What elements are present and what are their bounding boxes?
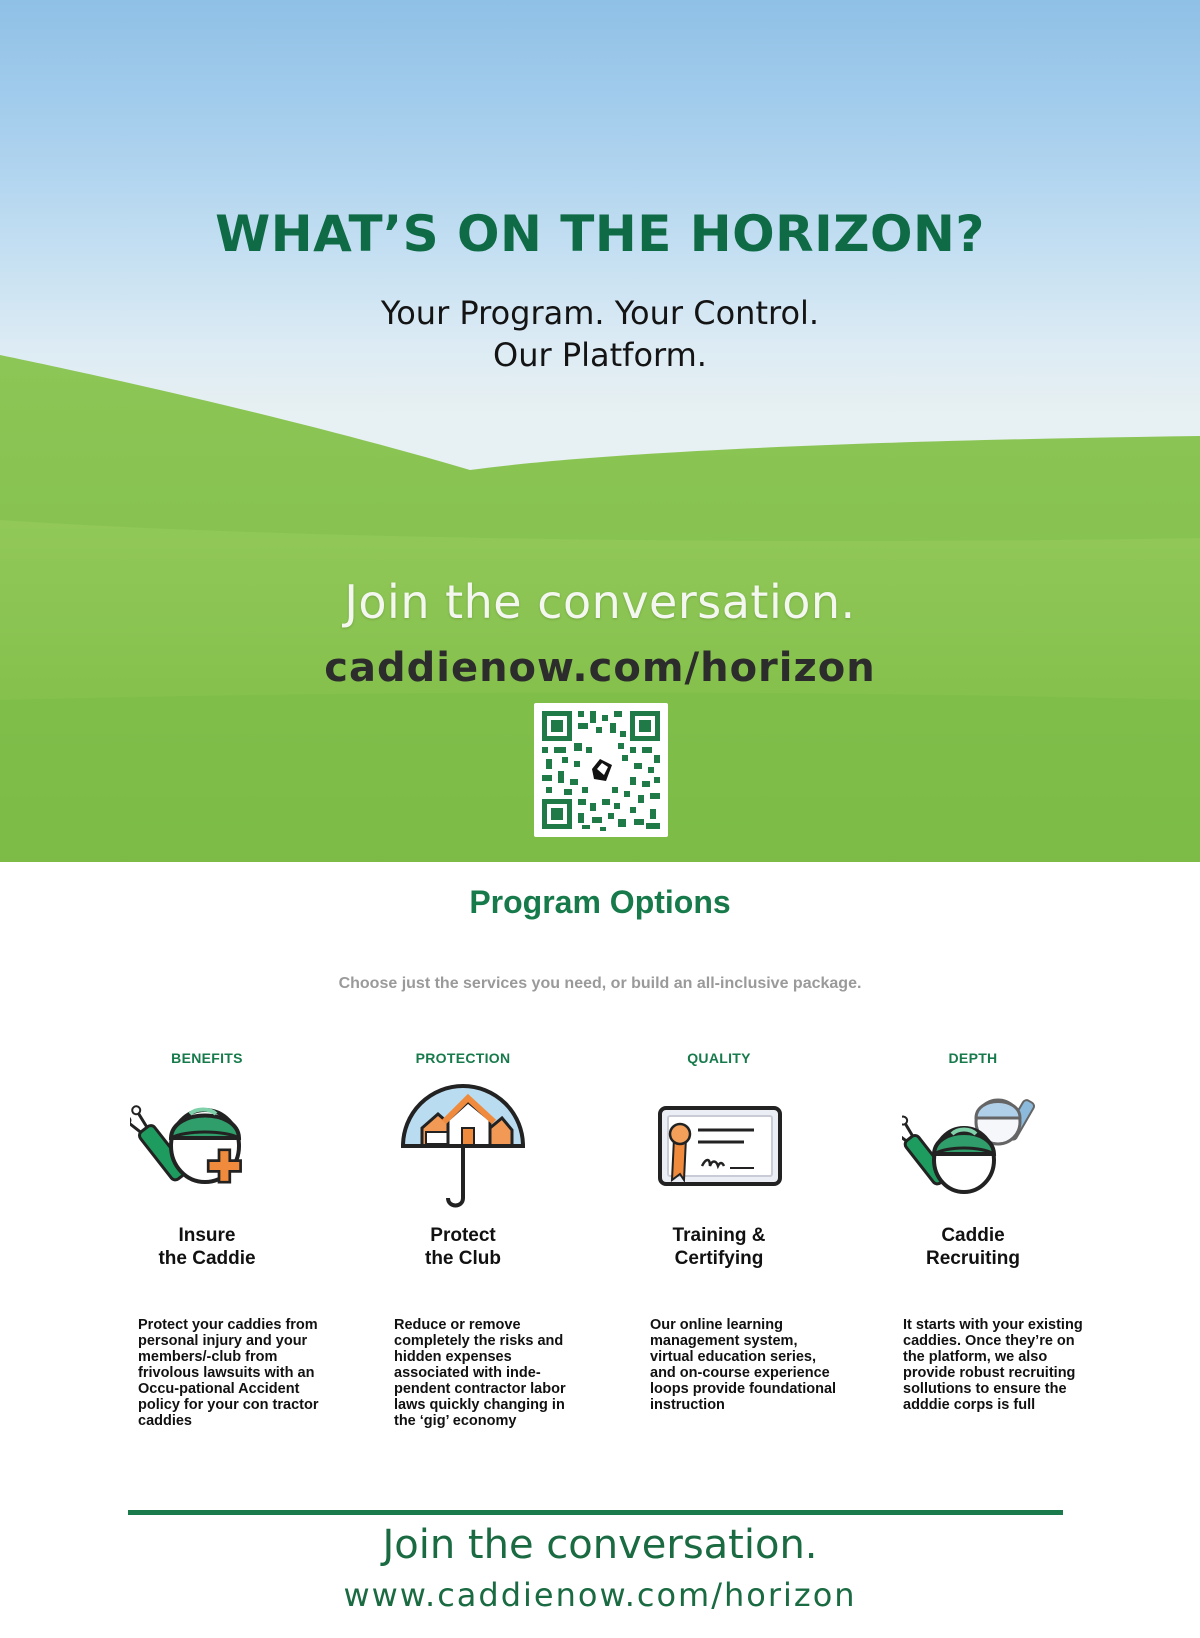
umbrella-clubhouse-icon [398, 1080, 528, 1214]
hero-url[interactable]: caddienow.com/horizon [324, 645, 876, 691]
qr-code-icon[interactable] [534, 703, 668, 837]
footer-url[interactable]: www.caddienow.com/horizon [343, 1576, 857, 1614]
certificate-icon [654, 1080, 784, 1210]
option-title: Insure the Caddie [158, 1225, 256, 1269]
option-title: Protect the Club [425, 1225, 501, 1269]
option-description: It starts with your existing caddies. Once they’re on the platform, we also provide robust recruiting sollutions to ensure the adddie corps is full [903, 1317, 1083, 1413]
caddie-medical-cross-icon [130, 1080, 260, 1210]
caddie-group-icon [902, 1080, 1042, 1210]
hero-subtitle-line2: Our Platform. [493, 336, 707, 374]
option-category: PROTECTION [415, 1050, 511, 1066]
option-title: Caddie Recruiting [926, 1225, 1020, 1269]
program-options-title: Program Options [469, 884, 731, 920]
option-benefits [102, 1050, 319, 1429]
footer-divider [128, 1510, 1063, 1515]
option-category: BENEFITS [171, 1050, 243, 1066]
option-description: Protect your caddies from personal injury and your members/-club from frivolous lawsuits with an Occu-pational Accident policy for your con tractor caddies [138, 1317, 319, 1429]
hero-subtitle [0, 292, 1200, 376]
option-category: DEPTH [948, 1050, 998, 1066]
option-title: Training & Certifying [672, 1225, 766, 1269]
option-protection [358, 1050, 568, 1429]
footer-join-text: Join the conversation. [382, 1522, 818, 1568]
option-category: QUALITY [687, 1050, 751, 1066]
hero-title: WHAT’S ON THE HORIZON? [215, 205, 985, 263]
option-description: Our online learning management system, virtual education series, and on-course experience loops provide foundational instruction [650, 1317, 837, 1413]
option-description: Reduce or remove completely the risks and hidden expenses associated with inde-pendent contractor labor laws quickly changing in the ‘gig’ economy [394, 1317, 566, 1429]
option-depth [868, 1050, 1083, 1413]
hero-join-text: Join the conversation. [344, 575, 856, 629]
hero-subtitle-line1: Your Program. Your Control. [380, 294, 820, 332]
option-quality [614, 1050, 837, 1413]
program-options-subtitle: Choose just the services you need, or build an all-inclusive package. [338, 975, 862, 992]
